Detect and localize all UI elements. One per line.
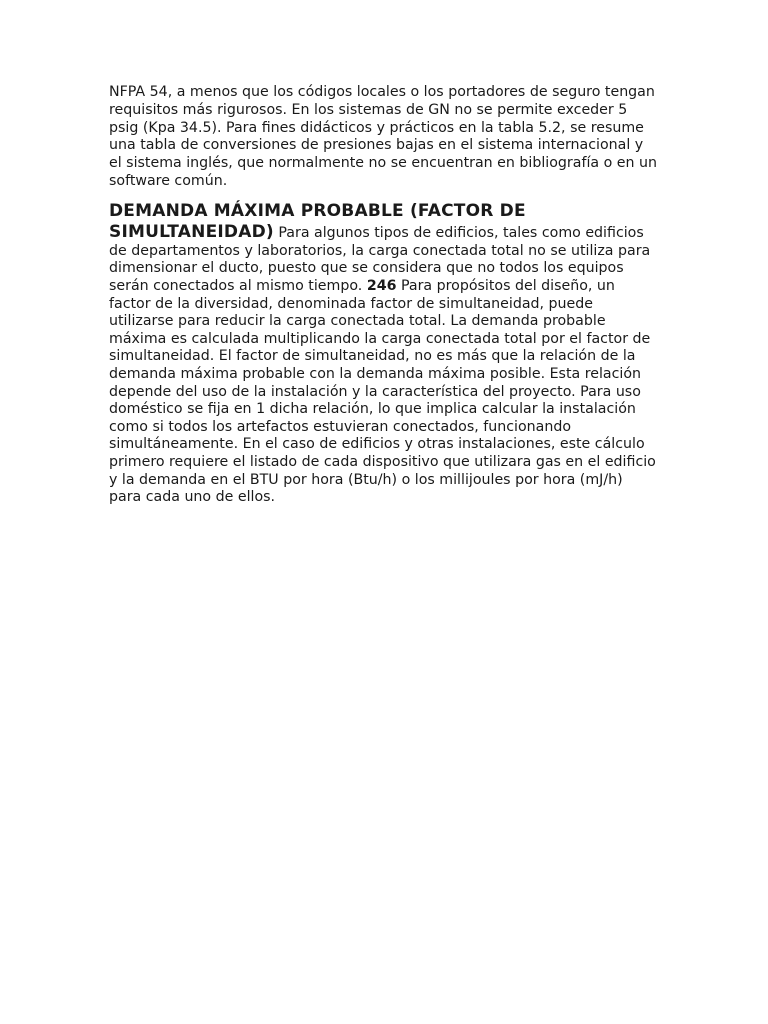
paragraph-intro: NFPA 54, a menos que los códigos locales o los portadores de seguro tengan requisitos más rigurosos. En los sistemas de GN no se permite exceder 5 psig (Kpa 34.5). Para fines didácticos y prácticos en la tabla 5.2, se resume una tabla de conversiones de presiones bajas en el sistema internacional y el sistema inglés, que normalmente no se encuentran en bibliografía o en un software común. — [109, 84, 657, 189]
page-number-inline: 246 — [366, 277, 397, 294]
document-page — [109, 84, 659, 507]
paragraph-demanda-text-1: Para algunos tipos de edificios, tales como edificios de departamentos y laboratorios, la carga conectada total no se utiliza para dimensionar el ducto, puesto que se considera que no todos los equipos serán conectados al mismo tiempo. — [109, 224, 651, 294]
paragraph-demanda — [109, 201, 659, 507]
paragraph-demanda-text-2: Para propósitos del diseño, un factor de la diversidad, denominada factor de simultaneidad, puede utilizarse para reducir la carga conectada total. La demanda probable máxima es calculada multiplicando la carga conectada total por el factor de simultaneidad. El factor de simultaneidad, no es más que la relación de la demanda máxima probable con la demanda máxima posible. Esta relación depende del uso de la instalación y la característica del proyecto. Para uso doméstico se fija en 1 dicha relación, lo que implica calcular la instalación como si todos los artefactos estuvieran conectados, funcionando simultáneamente. En el caso de edificios y otras instalaciones, este cálculo primero requiere el listado de cada dispositivo que utilizara gas en el edificio y la demanda en el BTU por hora (Btu/h) o los millijoules por hora (mJ/h) para cada uno de ellos. — [109, 277, 656, 506]
section-heading: DEMANDA MÁXIMA PROBABLE (FACTOR DE SIMULTANEIDAD) — [109, 200, 526, 242]
